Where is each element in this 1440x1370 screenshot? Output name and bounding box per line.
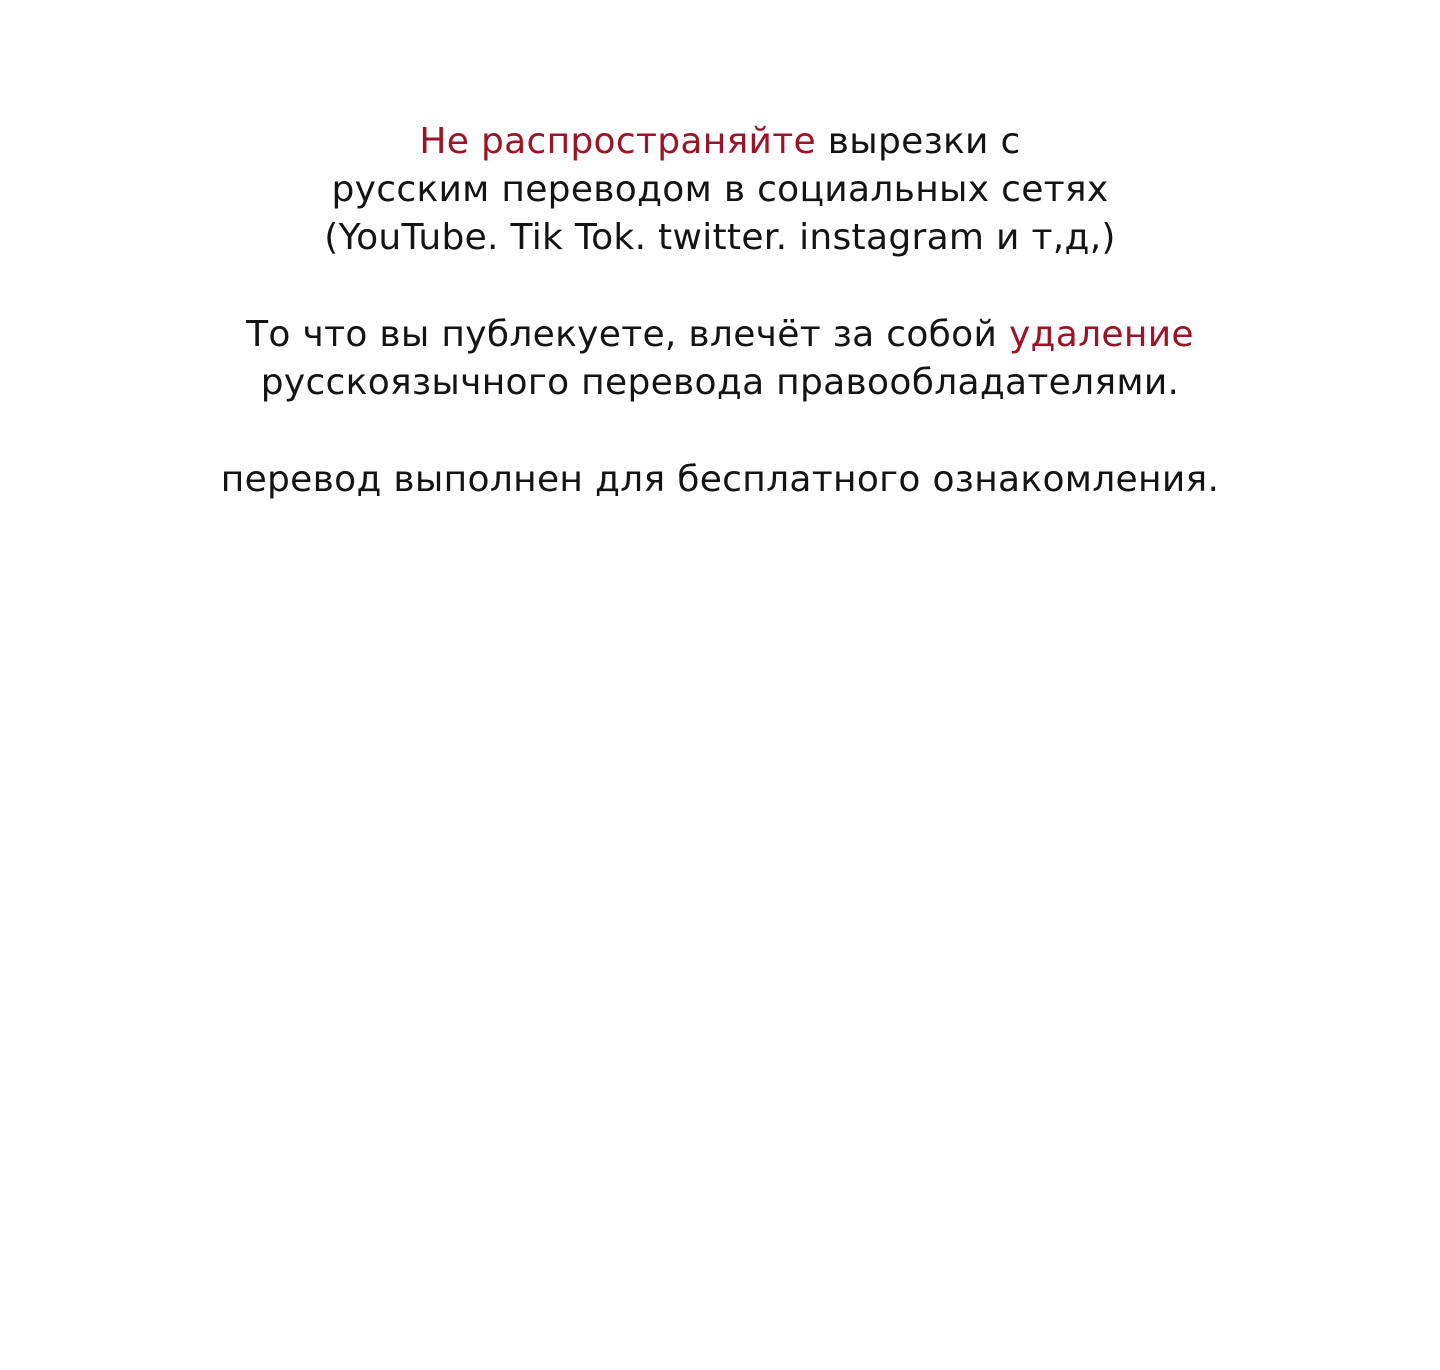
warning-emphasis: Не распространяйте bbox=[419, 121, 816, 162]
consequence-line-1-start: То что вы публекуете, влечёт за собой bbox=[246, 314, 1009, 355]
consequence-line-2: русскоязычного перевода правообладателями. bbox=[260, 362, 1180, 403]
warning-line-3: (YouTube. Tik Tok. twitter. instagram и т,д,) bbox=[324, 217, 1116, 258]
purpose-line-1: перевод выполнен для бесплатного ознакомления. bbox=[220, 459, 1220, 500]
consequence-paragraph bbox=[0, 311, 1440, 407]
warning-line-1 bbox=[0, 118, 1440, 166]
distribution-warning-paragraph bbox=[0, 118, 1440, 262]
consequence-line-1 bbox=[0, 311, 1440, 359]
purpose-paragraph bbox=[0, 456, 1440, 504]
warning-line-2: русским переводом в социальных сетях bbox=[331, 169, 1109, 210]
warning-line-1-rest: вырезки с bbox=[815, 121, 1021, 162]
consequence-emphasis: удаление bbox=[1008, 314, 1194, 355]
